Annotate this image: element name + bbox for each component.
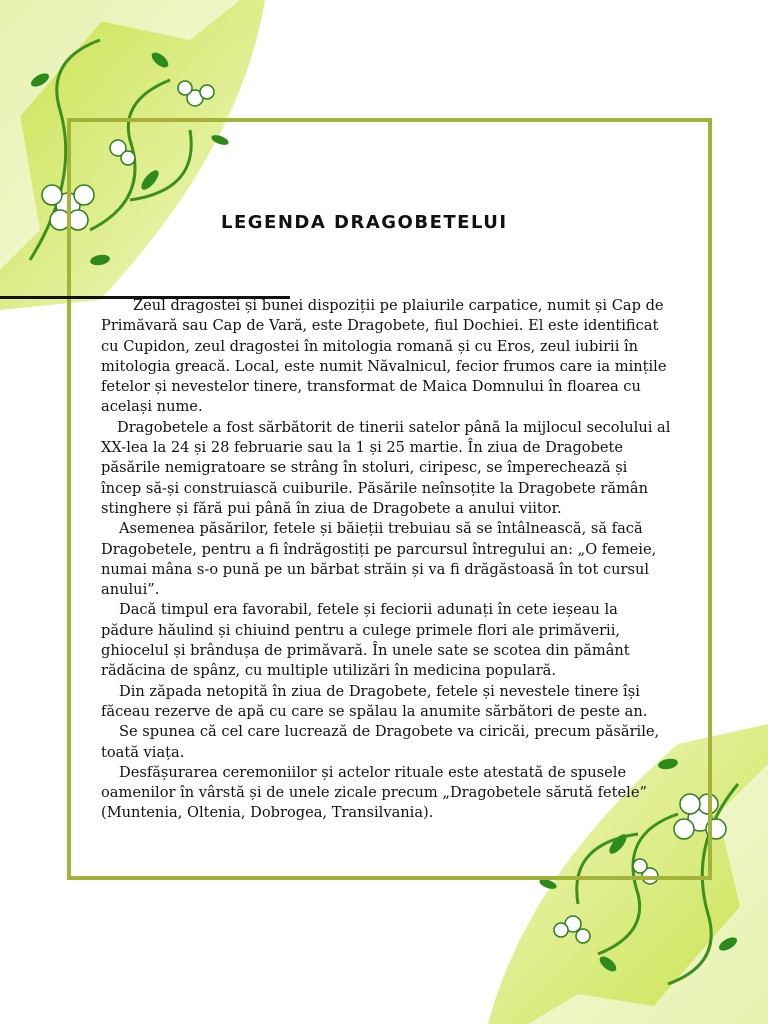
paragraph: Dragobetele a fost sărbătorit de tinerii satelor până la mijlocul secolului al XX-lea la 24 și 28 februarie sau la 1 și 25 martie. În ziua de Dragobete păsările nemigratoare se strâng în stoluri, ciripesc, se împerechează și încep să-și construiască cuiburile. Păsările neînsoțite la Dragobete rămân stinghere și fără pui până în ziua de Dragobete a anului viitor. [101,418,671,517]
paragraph: Asemenea păsărilor, fetele și băieții trebuiau să se întâlnească, să facă Dragobetele, pentru a fi îndrăgostiți pe parcursul întregului an: „O femeie, numai mâna s-o pună pe un bărbat străin și va fi drăgăstoasă în tot cursul anului”. [101,520,657,599]
paragraph: Se spunea că cel care lucrează de Dragobete va ciricăi, precum păsările, toată viața. [101,723,660,761]
paragraph: Zeul dragostei și bunei dispoziții pe plaiurile carpatice, numit și Cap de Primăvară sau Cap de Vară, este Dragobete, fiul Dochiei. El este identificat cu Cupidon, zeul dragostei în mitologia romană și cu Eros, zeul iubirii în mitologia greacă. Local, este numit Năvalnicul, fecior frumos care ia mințile fetelor și nevestelor tinere, transformat de Maica Domnului în floarea cu același nume. [101,297,667,416]
paragraph: Din zăpada netopită în ziua de Dragobete, fetele și nevestele tinere își făceau rezerve de apă cu care se spălau la anumite sărbători de peste an. [101,682,648,720]
paragraph: Desfășurarea ceremoniilor și actelor rituale este atestată de spusele oamenilor în vârstă și de unele zicale precum „Dragobetele sărută fetele” (Muntenia, Oltenia, Dobrogea, Transilvania). [101,763,647,822]
page-title: LEGENDA DRAGOBETELUI [221,212,508,233]
paragraph: Dacă timpul era favorabil, fetele și feciorii adunați în cete ieșeau la pădure hăulind și chiuind pentru a culege primele flori ale primăverii, ghiocelul și brândușa de primăvară. În unele sate se scotea din pământ rădăcina de spânz, cu multiple utilizări în medicina populară. [101,601,630,680]
document-body [101,296,671,824]
